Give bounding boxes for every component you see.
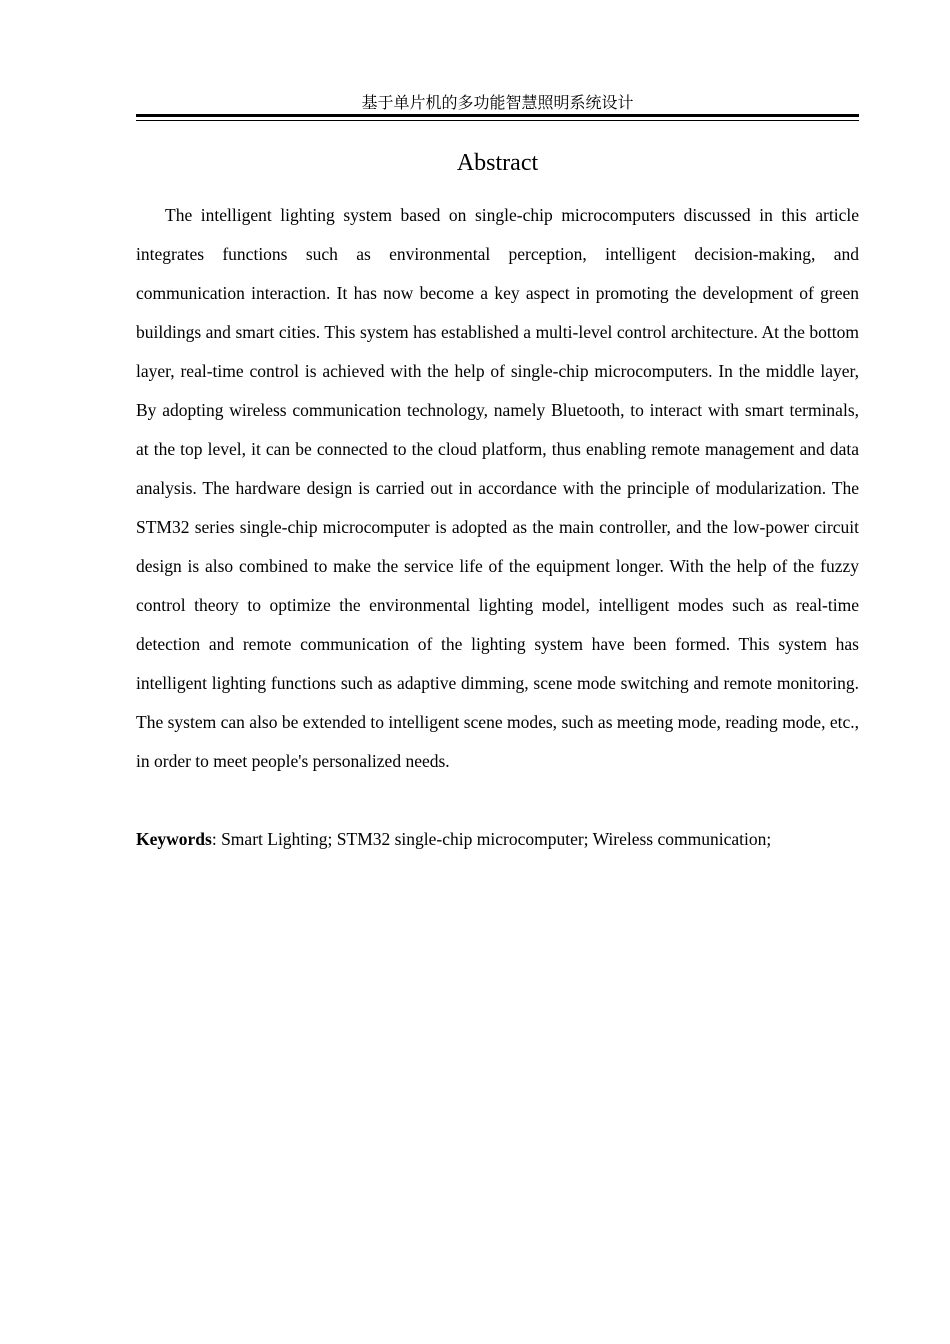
keywords-label: Keywords: [136, 829, 212, 849]
running-header: 基于单片机的多功能智慧照明系统设计: [361, 93, 634, 112]
abstract-title: Abstract: [456, 150, 539, 176]
keywords-line: [136, 824, 859, 854]
abstract-body: The intelligent lighting system based on single-chip microcomputers discussed in this article integrates functions such as environmental perception, intelligent decision-making, and communication interaction. It has now become a key aspect in promoting the development of green buildings and smart cities. This system has established a multi-level control architecture. At the bottom layer, real-time control is achieved with the help of single-chip microcomputers. In the middle layer, By adopting wireless communication technology, namely Bluetooth, to interact with smart terminals, at the top level, it can be connected to the cloud platform, thus enabling remote management and data analysis. The hardware design is carried out in accordance with the principle of modularization. The STM32 series single-chip microcomputer is adopted as the main controller, and the low-power circuit design is also combined to make the service life of the equipment longer. With the help of the fuzzy control theory to optimize the environmental lighting model, intelligent modes such as real-time detection and remote communication of the lighting system have been formed. This system has intelligent lighting functions such as adaptive dimming, scene mode switching and remote monitoring. The system can also be extended to intelligent scene modes, such as meeting mode, reading mode, etc., in order to meet people's personalized needs.: [136, 205, 859, 771]
header-rule-gap: [136, 117, 859, 118]
keywords-separator: :: [211, 829, 217, 849]
keywords-text: Smart Lighting; STM32 single-chip microcomputer; Wireless communication;: [216, 829, 772, 849]
